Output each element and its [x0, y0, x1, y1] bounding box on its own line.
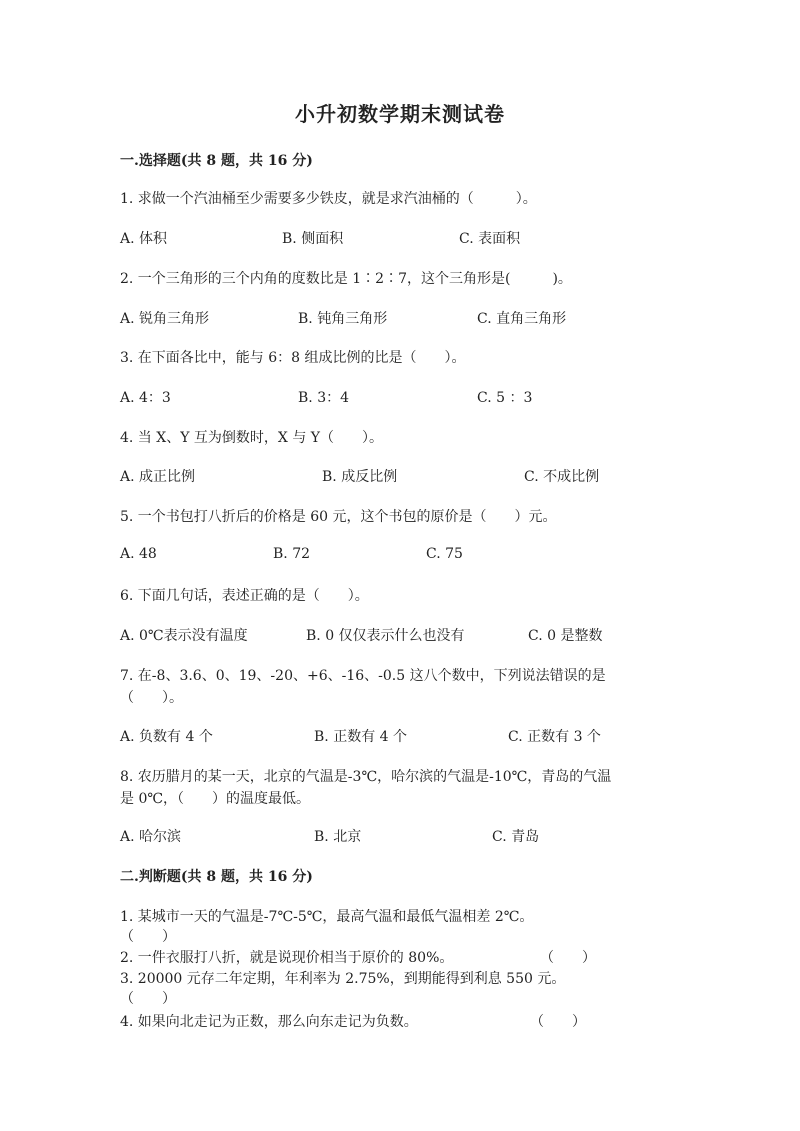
q6-option-c: C. 0 是整数: [528, 628, 603, 644]
question-6: 6. 下面几句话，表述正确的是（ ）。: [120, 588, 369, 604]
judgment-item-1: 1. 某城市一天的气温是-7℃-5℃，最高气温和最低气温相差 2℃。: [120, 909, 534, 925]
q7-option-a: A. 负数有 4 个: [120, 729, 213, 745]
section-heading-judgment: 二.判断题(共 8 题，共 16 分): [120, 869, 313, 885]
judgment-item-4: 4. 如果向北走记为正数，那么向东走记为负数。: [120, 1014, 418, 1030]
judgment-2-blank: （ ）: [540, 950, 596, 966]
judgment-item-3: 3. 20000 元存二年定期，年利率为 2.75%，到期能得到利息 550 元。: [120, 971, 566, 987]
q7-option-c: C. 正数有 3 个: [508, 729, 601, 745]
q4-option-b: B. 成反比例: [322, 469, 398, 485]
q6-option-b: B. 0 仅仅表示什么也没有: [306, 628, 465, 644]
question-2: 2. 一个三角形的三个内角的度数比是 1∶2∶7，这个三角形是( )。: [120, 271, 572, 287]
q1-option-c: C. 表面积: [459, 231, 521, 247]
q5-option-b: B. 72: [273, 546, 311, 562]
section-heading-choice: 一.选择题(共 8 题，共 16 分): [120, 153, 313, 169]
judgment-item-2: 2. 一件衣服打八折，就是说现价相当于原价的 80%。: [120, 950, 454, 966]
judgment-3-blank: （ ）: [120, 991, 176, 1007]
question-7: 7. 在-8、3.6、0、19、-20、+6、-16、-0.5 这八个数中，下列说法错误的是: [120, 668, 606, 684]
q3-option-b: B. 3：4: [298, 390, 350, 406]
q8-option-a: A. 哈尔滨: [120, 829, 182, 845]
q5-option-c: C. 75: [426, 546, 463, 562]
q3-option-a: A. 4：3: [120, 390, 171, 406]
question-3: 3. 在下面各比中，能与 6：8 组成比例的比是（ ）。: [120, 350, 466, 366]
q8-option-c: C. 青岛: [492, 829, 540, 845]
question-5: 5. 一个书包打八折后的价格是 60 元，这个书包的原价是（ ）元。: [120, 509, 557, 525]
q6-option-a: A. 0℃表示没有温度: [120, 628, 248, 644]
judgment-1-blank: （ ）: [120, 929, 176, 945]
q4-option-c: C. 不成比例: [524, 469, 600, 485]
question-1: 1. 求做一个汽油桶至少需要多少铁皮，就是求汽油桶的（ ）。: [120, 191, 537, 207]
question-8-cont: 是 0℃，（ ）的温度最低。: [120, 791, 311, 807]
question-4: 4. 当 X、Y 互为倒数时，X 与 Y（ ）。: [120, 430, 384, 446]
page-title: 小升初数学期末测试卷: [295, 102, 505, 126]
q5-option-a: A. 48: [120, 546, 157, 562]
q8-option-b: B. 北京: [314, 829, 362, 845]
q2-option-a: A. 锐角三角形: [120, 311, 210, 327]
q2-option-c: C. 直角三角形: [477, 311, 567, 327]
q3-option-c: C. 5 ：3: [477, 390, 533, 406]
question-8: 8. 农历腊月的某一天，北京的气温是-3℃，哈尔滨的气温是-10℃，青岛的气温: [120, 769, 612, 785]
q1-option-b: B. 侧面积: [282, 231, 344, 247]
q7-option-b: B. 正数有 4 个: [314, 729, 407, 745]
question-7-cont: （ ）。: [120, 690, 183, 706]
judgment-4-blank: （ ）: [530, 1014, 586, 1030]
q4-option-a: A. 成正比例: [120, 469, 196, 485]
q1-option-a: A. 体积: [120, 231, 168, 247]
q2-option-b: B. 钝角三角形: [298, 311, 388, 327]
